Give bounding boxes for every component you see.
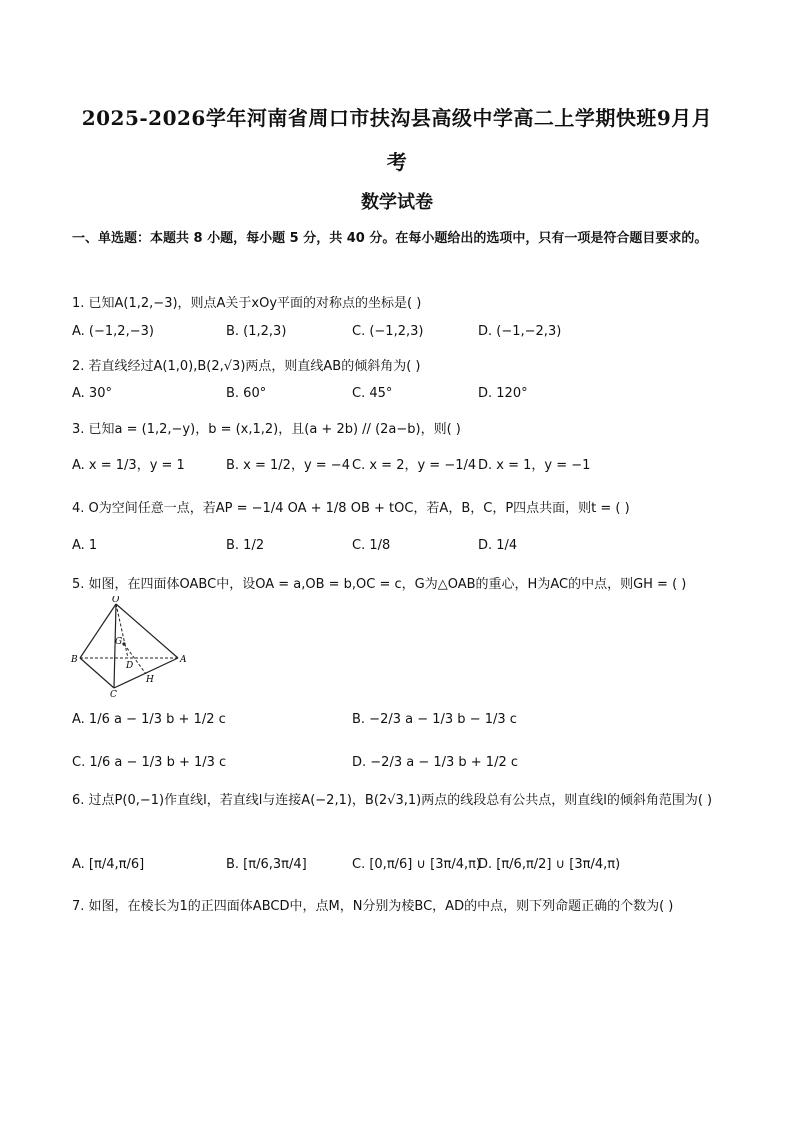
question-6-option-c: C. [0,π/6] ∪ [3π/4,π) (352, 857, 481, 872)
figure-label-h: H (146, 675, 154, 685)
question-3-option-c: C. x = 2，y = −1/4 (352, 458, 477, 473)
question-6-option-b: B. [π/6,3π/4] (226, 857, 307, 872)
question-5-option-b: B. −2/3 a − 1/3 b − 1/3 c (352, 712, 517, 727)
question-3-option-a: A. x = 1/3，y = 1 (72, 458, 185, 473)
question-2-option-a: A. 30° (72, 386, 112, 401)
question-5-stem: 5. 如图，在四面体OABC中，设OA = a,OB = b,OC = c，G为△OAB的重心，H为AC的中点，则GH = ( ) (72, 577, 687, 592)
question-1-option-d: D. (−1,−2,3) (478, 324, 562, 339)
figure-label-c: C (110, 690, 117, 698)
section-heading: 一、单选题：本题共 8 小题，每小题 5 分，共 40 分。在每小题给出的选项中，只有一项是符合题目要求的。 (72, 231, 708, 246)
question-3-stem: 3. 已知a = (1,2,−y)，b = (x,1,2)，且(a + 2b) // (2a−b)，则( ) (72, 422, 461, 437)
question-3-option-d: D. x = 1，y = −1 (478, 458, 591, 473)
question-4-option-d: D. 1/4 (478, 538, 518, 553)
question-4-option-c: C. 1/8 (352, 538, 391, 553)
question-5-option-d: D. −2/3 a − 1/3 b + 1/2 c (352, 755, 519, 770)
question-4-option-b: B. 1/2 (226, 538, 265, 553)
question-4-stem: 4. O为空间任意一点，若AP = −1/4 OA + 1/8 OB + tOC，若A，B，C，P四点共面，则t = ( ) (72, 501, 630, 516)
tetrahedron-figure (70, 596, 190, 698)
question-2-stem: 2. 若直线经过A(1,0),B(2,√3)两点，则直线AB的倾斜角为( ) (72, 359, 421, 374)
question-2-option-d: D. 120° (478, 386, 528, 401)
question-7-stem: 7. 如图，在棱长为1的正四面体ABCD中，点M，N分别为棱BC，AD的中点，则下列命题正确的个数为( ) (72, 899, 674, 914)
question-6-stem: 6. 过点P(0,−1)作直线l，若直线l与连接A(−2,1)，B(2√3,1)两点的线段总有公共点，则直线l的倾斜角范围为( ) (72, 793, 713, 808)
exam-subtitle: 数学试卷 (361, 192, 433, 213)
figure-label-o: O (112, 596, 120, 605)
figure-label-d: D (126, 661, 134, 671)
question-3-option-b: B. x = 1/2，y = −4 (226, 458, 350, 473)
question-1-option-b: B. (1,2,3) (226, 324, 287, 339)
question-2-option-c: C. 45° (352, 386, 393, 401)
figure-label-g: G (115, 637, 123, 647)
figure-label-a: A (180, 655, 187, 665)
question-6-option-a: A. [π/4,π/6] (72, 857, 145, 872)
question-1-option-a: A. (−1,2,−3) (72, 324, 154, 339)
question-1-option-c: C. (−1,2,3) (352, 324, 424, 339)
question-6-option-d: D. [π/6,π/2] ∪ [3π/4,π) (478, 857, 621, 872)
exam-title-line1: 2025-2026学年河南省周口市扶沟县高级中学高二上学期快班9月月 (81, 106, 713, 130)
question-4-option-a: A. 1 (72, 538, 98, 553)
exam-title-line2: 考 (386, 150, 408, 174)
question-1-stem: 1. 已知A(1,2,−3)，则点A关于xOy平面的对称点的坐标是( ) (72, 296, 422, 311)
question-5-option-a: A. 1/6 a − 1/3 b + 1/2 c (72, 712, 226, 727)
figure-label-b: B (71, 655, 78, 665)
question-5-option-c: C. 1/6 a − 1/3 b + 1/3 c (72, 755, 227, 770)
question-2-option-b: B. 60° (226, 386, 267, 401)
